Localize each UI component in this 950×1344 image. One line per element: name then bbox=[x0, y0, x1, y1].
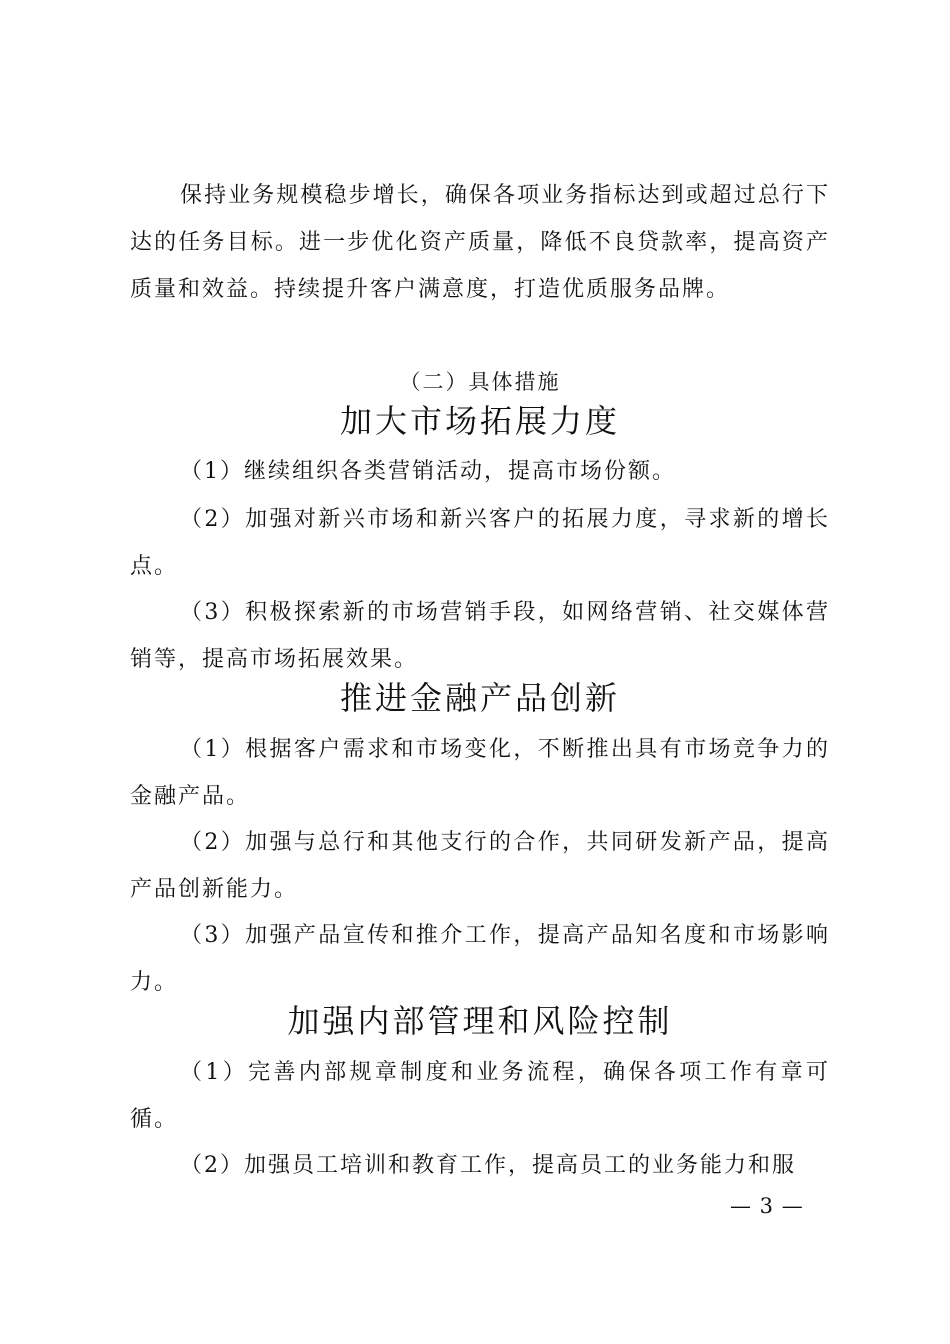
product-item-3: （3）加强产品宣传和推介工作，提高产品知名度和市场影响力。 bbox=[130, 923, 830, 995]
management-item-1: （1）完善内部规章制度和业务流程，确保各项工作有章可循。 bbox=[130, 1060, 830, 1132]
intro-paragraph: 保持业务规模稳步增长，确保各项业务指标达到或超过总行下达的任务目标。进一步优化资产质量，降低不良贷款率，提高资产质量和效益。持续提升客户满意度，打造优质服务品牌。 bbox=[130, 183, 830, 302]
measures-heading: （二）具体措施 bbox=[399, 370, 561, 394]
market-item-3: （3）积极探索新的市场营销手段，如网络营销、社交媒体营销等，提高市场拓展效果。 bbox=[130, 600, 830, 672]
management-item-2: （2）加强员工培训和教育工作，提高员工的业务能力和服 bbox=[180, 1153, 796, 1178]
page-number: — 3 — bbox=[730, 1194, 804, 1218]
product-item-1: （1）根据客户需求和市场变化，不断推出具有市场竞争力的金融产品。 bbox=[130, 737, 830, 809]
product-item-2: （2）加强与总行和其他支行的合作，共同研发新产品，提高产品创新能力。 bbox=[130, 830, 830, 902]
market-item-2: （2）加强对新兴市场和新兴客户的拓展力度，寻求新的增长点。 bbox=[130, 507, 830, 579]
market-item-1: （1）继续组织各类营销活动，提高市场份额。 bbox=[180, 459, 676, 484]
section-title-internal-management: 加强内部管理和风险控制 bbox=[287, 1002, 673, 1040]
section-title-market-expansion: 加大市场拓展力度 bbox=[339, 402, 620, 440]
section-title-product-innovation: 推进金融产品创新 bbox=[339, 679, 620, 717]
